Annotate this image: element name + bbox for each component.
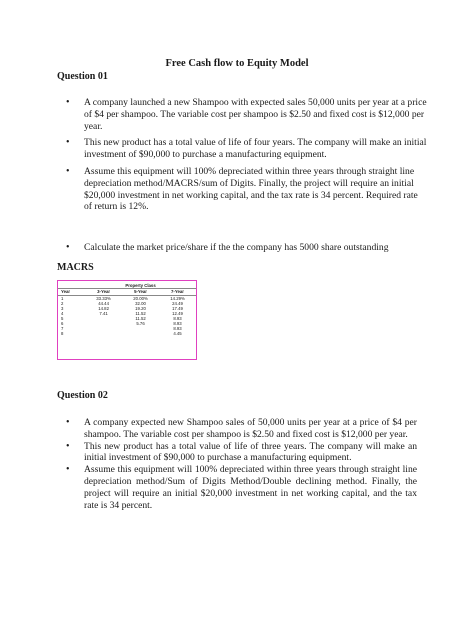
table-cell: 8.93 [173,321,182,326]
macrs-table-body [58,296,196,337]
table-cell: 33.33% [96,296,111,301]
table-cell: 20.00% [133,296,148,301]
table-cell: 8.93 [173,316,182,321]
table-cell: 14.82 [98,306,109,311]
macrs-table [58,281,196,336]
question-02-bullets [57,417,417,511]
table-cell: 5 [61,316,64,321]
table-cell: 8 [61,331,64,336]
table-cell: 19.20 [135,306,146,311]
question-02-bullet-3: • Assume this equipment will 100% depreciated within three years through straight line depreciation method/Sum of Digits Method/Double declining method. Finally, the project will require an initial $20,000 investment in net working capital, and the tax rate is 34 percent. [57,464,417,511]
question-02-heading: Question 02 [57,390,108,401]
question-01-bullet-4: • Calculate the market price/share if the the company has 5000 share outstanding [57,242,437,254]
table-cell [122,331,159,336]
macrs-col-3yr: 3-Year [85,289,122,296]
macrs-col-year: Year [58,289,85,296]
document-title: Free Cash flow to Equity Model [165,58,309,69]
macrs-group-header: Property Class [125,283,156,288]
macrs-col-5yr: 5-Year [122,289,159,296]
question-01-bullet-1: • A company launched a new Shampoo with expected sales 50,000 units per year at a price of $4 per shampoo. The variable cost per shampoo is $2.50 and fixed cost is $12,000 per year. [57,97,427,132]
macrs-col-7yr: 7-Year [159,289,196,296]
table-cell: 11.52 [135,311,146,316]
question-02-bullet-2: • This new product has a total value of life of three years. The company will make an initial investment of $90,000 to purchase a manufacturing equipment. [57,441,417,465]
table-cell: 14.29% [170,296,185,301]
table-cell: 8.93 [173,326,182,331]
question-01-bullets [57,97,427,218]
question-01-extra-bullets [57,242,437,254]
table-cell: 5.76 [136,321,145,326]
table-cell: 6 [61,321,64,326]
macrs-table-image [57,280,197,360]
table-cell: 2 [61,301,64,306]
macrs-heading: MACRS [57,262,94,273]
table-cell: 17.49 [172,306,183,311]
table-cell: 1 [61,296,64,301]
table-cell: 32.00 [135,301,146,306]
question-01-bullet-3: • Assume this equipment will 100% depreciated within three years through straight line depreciation method/MACRS/sum of Digits. Finally, the project will require an initial $20,000 investment in net working capital, and the tax rate is 34 percent. Required rate of return is 12%. [57,166,427,213]
question-02-bullet-1: • A company expected new Shampoo sales of 50,000 units per year at a price of $4 per shampoo. The variable cost per shampoo is $2.50 and fixed cost is $12,000 per year. [57,417,417,441]
table-cell: 7.41 [99,311,108,316]
table-cell: 11.52 [135,316,146,321]
question-01-heading: Question 01 [57,71,108,82]
table-cell: 24.49 [172,301,183,306]
table-cell: 7 [61,326,64,331]
table-cell: 4 [61,311,64,316]
table-cell: 12.49 [172,311,183,316]
table-row [58,331,196,336]
table-cell: 3 [61,306,64,311]
table-cell: 4.45 [173,331,182,336]
table-cell [85,331,122,336]
question-01-bullet-2: • This new product has a total value of life of four years. The company will make an initial investment of $90,000 to purchase a manufacturing equipment. [57,137,427,161]
table-cell: 44.44 [98,301,109,306]
